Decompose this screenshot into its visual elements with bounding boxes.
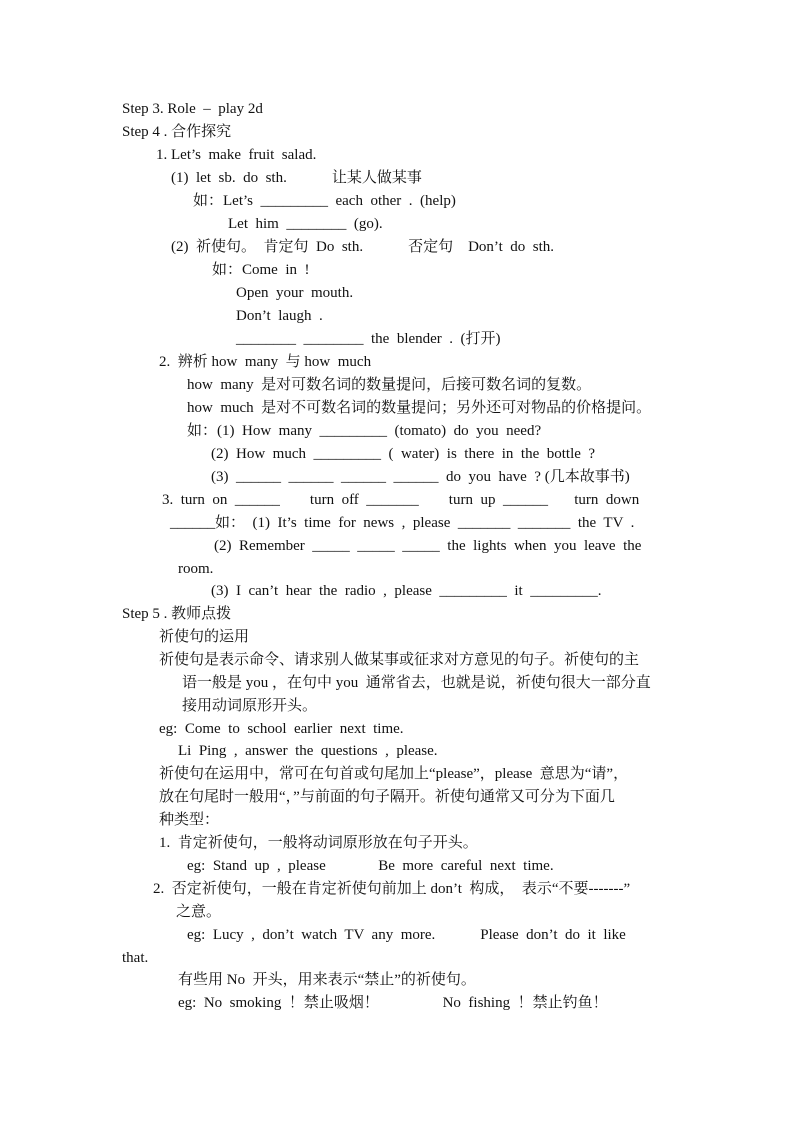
text-line: ______如： (1) It’s time for news , please _______ _______ the TV . — [170, 515, 635, 531]
type-1-line: 1. 肯定祈使句，一般将动词原形放在句子开头。 — [159, 835, 478, 851]
paragraph-line: 接用动词原形开头。 — [182, 698, 318, 714]
step-3-heading: Step 3. Role – play 2d — [122, 101, 263, 117]
text-line: how much 是对不可数名词的数量提问；另外还可对物品的价格提问。 — [187, 400, 652, 416]
text-line: (3) ______ ______ ______ ______ do you have ? (几本故事书) — [211, 469, 630, 485]
paragraph-line: 祈使句是表示命令、请求别人做某事或征求对方意见的句子。祈使句的主 — [159, 652, 640, 668]
text-line: Let him ________ (go). — [228, 216, 383, 232]
step-4-heading: Step 4 . 合作探究 — [122, 124, 232, 140]
text-line: 如：Let’s _________ each other . (help) — [193, 193, 456, 209]
section-subtitle: 祈使句的运用 — [159, 629, 250, 645]
paragraph-line: 有些用 No 开头，用来表示“禁止”的祈使句。 — [178, 972, 476, 988]
text-line: Don’t laugh . — [236, 308, 323, 324]
type-2-line: 2. 否定祈使句，一般在肯定祈使句前加上 don’t 构成， 表示“不要-------” — [153, 881, 631, 897]
text-line: room. — [178, 561, 214, 577]
text-line: (2) How much _________ ( water) is there in the bottle ? — [211, 446, 596, 462]
example-line: eg: No smoking ！禁止吸烟！ No fishing ！禁止钓鱼！ — [178, 995, 608, 1011]
item-3-title: 3. turn on ______ turn off _______ turn up ______ turn down — [162, 492, 640, 508]
text-line: how many 是对可数名词的数量提问，后接可数名词的复数。 — [187, 377, 592, 393]
text-line: 如：Come in ! — [212, 262, 310, 278]
text-line: 如：(1) How many _________ (tomato) do you need? — [187, 423, 542, 439]
text-line: (2) Remember _____ _____ _____ the lights when you leave the — [214, 538, 642, 554]
paragraph-line: 祈使句在运用中，常可在句首或句尾加上“please”，please 意思为“请”， — [159, 766, 629, 782]
paragraph-line: 语一般是 you ，在句中 you 通常省去，也就是说，祈使句很大一部分直 — [182, 675, 651, 691]
paragraph-line: that. — [122, 950, 149, 966]
example-line: eg: Come to school earlier next time. — [159, 721, 404, 737]
example-line: eg: Lucy , don’t watch TV any more. Please don’t do it like — [187, 927, 626, 943]
paragraph-line: 放在句尾时一般用“，”与前面的句子隔开。祈使句通常又可分为下面几 — [159, 789, 615, 805]
text-line: ________ ________ the blender . (打开) — [236, 331, 501, 347]
text-line: (3) I can’t hear the radio , please _________ it _________. — [211, 583, 602, 599]
item-2-title: 2. 辨析 how many 与 how much — [159, 354, 372, 370]
text-line: (2) 祈使句。 肯定句 Do sth. 否定句 Don’t do sth. — [171, 239, 555, 255]
paragraph-line: 种类型： — [159, 812, 220, 828]
paragraph-line: 之意。 — [176, 904, 222, 920]
item-1-title: 1. Let’s make fruit salad. — [156, 147, 317, 163]
example-line: eg: Stand up , please Be more careful next time. — [187, 858, 554, 874]
example-line: Li Ping , answer the questions , please. — [178, 743, 438, 759]
text-line: (1) let sb. do sth. 让某人做某事 — [171, 170, 422, 186]
step-5-heading: Step 5 . 教师点拨 — [122, 606, 232, 622]
text-line: Open your mouth. — [236, 285, 354, 301]
